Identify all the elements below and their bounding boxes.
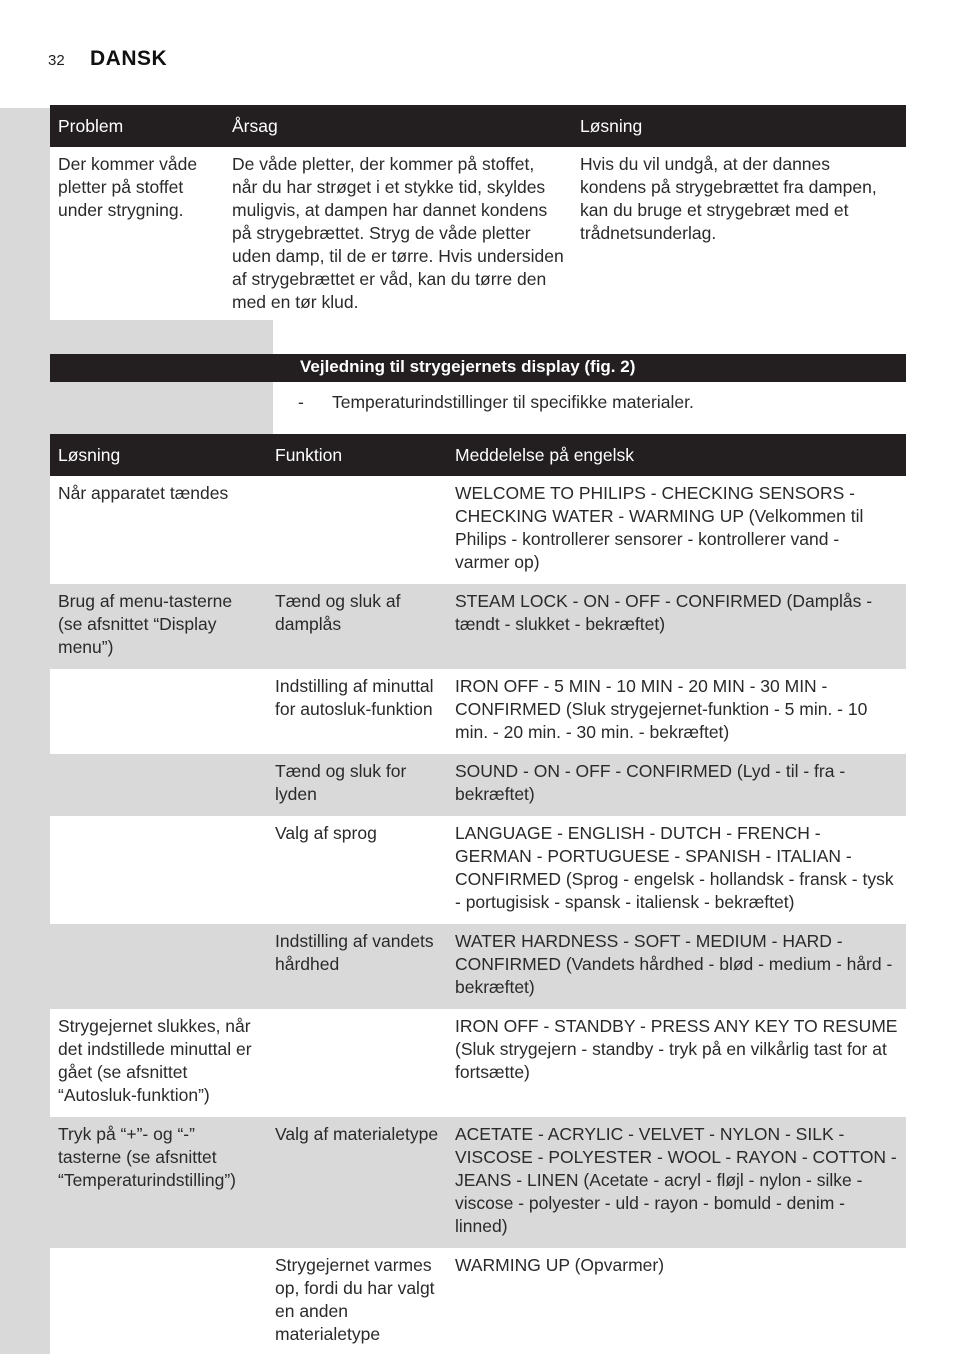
cell-solution (50, 669, 267, 754)
table-header-row (50, 434, 906, 476)
cell-solution (50, 754, 267, 816)
cell-function: Valg af materialetype (267, 1117, 447, 1248)
column-header-solution: Løsning (572, 105, 906, 147)
table-row (50, 816, 906, 924)
cell-message: IRON OFF - STANDBY - PRESS ANY KEY TO RESUME (Sluk strygejern - standby - tryk på en vilkårlig tast for at fortsætte) (447, 1009, 906, 1117)
page-title: DANSK (90, 47, 168, 70)
table-row (50, 584, 906, 669)
column-header-message: Meddelelse på engelsk (447, 434, 906, 476)
table-row (50, 924, 906, 1009)
cell-solution: Når apparatet tændes (50, 476, 267, 584)
cell-message: WARMING UP (Opvarmer) (447, 1248, 906, 1356)
column-header-problem: Problem (50, 105, 224, 147)
cell-function: Tænd og sluk for lyden (267, 754, 447, 816)
column-header-cause: Årsag (224, 105, 572, 147)
bullet-dash: - (298, 392, 304, 412)
page-number: 32 (48, 52, 65, 69)
cell-solution: Tryk på “+”- og “-” tasterne (se afsnittet “Temperaturindstilling”) (50, 1117, 267, 1248)
table-row (50, 754, 906, 816)
cell-message: STEAM LOCK - ON - OFF - CONFIRMED (Damplås - tændt - slukket - bekræftet) (447, 584, 906, 669)
cell-cause: De våde pletter, der kommer på stoffet, når du har strøget i et stykke tid, skyldes muligvis, at dampen har dannet kondens på strygebrættet. Stryg de våde pletter uden damp, til de er tørre. Hvis undersiden af strygebrættet er våd, kan du tørre den med en tør klud. (224, 147, 572, 320)
section-heading: Vejledning til strygejernets display (fig. 2) (300, 357, 636, 376)
cell-function: Indstilling af vandets hårdhed (267, 924, 447, 1009)
display-guide-table (50, 434, 906, 1356)
table-row (50, 1117, 906, 1248)
cell-function: Strygejernet varmes op, fordi du har valgt en anden materialetype (267, 1248, 447, 1356)
cell-function: Valg af sprog (267, 816, 447, 924)
cell-message: IRON OFF - 5 MIN - 10 MIN - 20 MIN - 30 MIN - CONFIRMED (Sluk strygejernet-funktion - 5 min. - 10 min. - 20 min. - 30 min. - bekræftet) (447, 669, 906, 754)
cell-message: WATER HARDNESS - SOFT - MEDIUM - HARD - CONFIRMED (Vandets hårdhed - blød - medium - hård - bekræftet) (447, 924, 906, 1009)
column-header-solution: Løsning (50, 434, 267, 476)
cell-solution: Hvis du vil undgå, at der dannes kondens på strygebrættet fra dampen, kan du bruge et strygebræt med et trådnetsunderlag. (572, 147, 906, 320)
cell-function (267, 1009, 447, 1117)
table-header-row (50, 105, 906, 147)
cell-problem: Der kommer våde pletter på stoffet under strygning. (50, 147, 224, 320)
table-row (50, 476, 906, 584)
table-row (50, 1009, 906, 1117)
cell-solution (50, 1248, 267, 1356)
cell-message: WELCOME TO PHILIPS - CHECKING SENSORS - CHECKING WATER - WARMING UP (Velkommen til Philips - kontrollerer sensorer - kontrollerer vand - varmer op) (447, 476, 906, 584)
cell-function (267, 476, 447, 584)
table-row (50, 147, 906, 320)
bullet-item (298, 392, 694, 413)
cell-solution (50, 924, 267, 1009)
table-row (50, 669, 906, 754)
cell-message: SOUND - ON - OFF - CONFIRMED (Lyd - til - fra - bekræftet) (447, 754, 906, 816)
column-header-function: Funktion (267, 434, 447, 476)
cell-message: ACETATE - ACRYLIC - VELVET - NYLON - SILK - VISCOSE - POLYESTER - WOOL - RAYON - COTTON - JEANS - LINEN (Acetate - acryl - fløjl - nylon - silke - viscose - polyester - uld - rayon - bomuld - denim - linned) (447, 1117, 906, 1248)
cell-solution (50, 816, 267, 924)
table-row (50, 1248, 906, 1356)
cell-solution: Brug af menu-tasterne (se afsnittet “Display menu”) (50, 584, 267, 669)
bullet-text: Temperaturindstillinger til specifikke materialer. (332, 392, 694, 412)
cell-solution: Strygejernet slukkes, når det indstillede minuttal er gået (se afsnittet “Autosluk-funktion”) (50, 1009, 267, 1117)
troubleshooting-table (50, 105, 906, 320)
cell-message: LANGUAGE - ENGLISH - DUTCH - FRENCH - GERMAN - PORTUGUESE - SPANISH - ITALIAN - CONFIRMED (Sprog - engelsk - hollandsk - fransk - tysk - portugisisk - spansk - italiensk - bekræftet) (447, 816, 906, 924)
cell-function: Tænd og sluk af damplås (267, 584, 447, 669)
cell-function: Indstilling af minuttal for autosluk-funktion (267, 669, 447, 754)
